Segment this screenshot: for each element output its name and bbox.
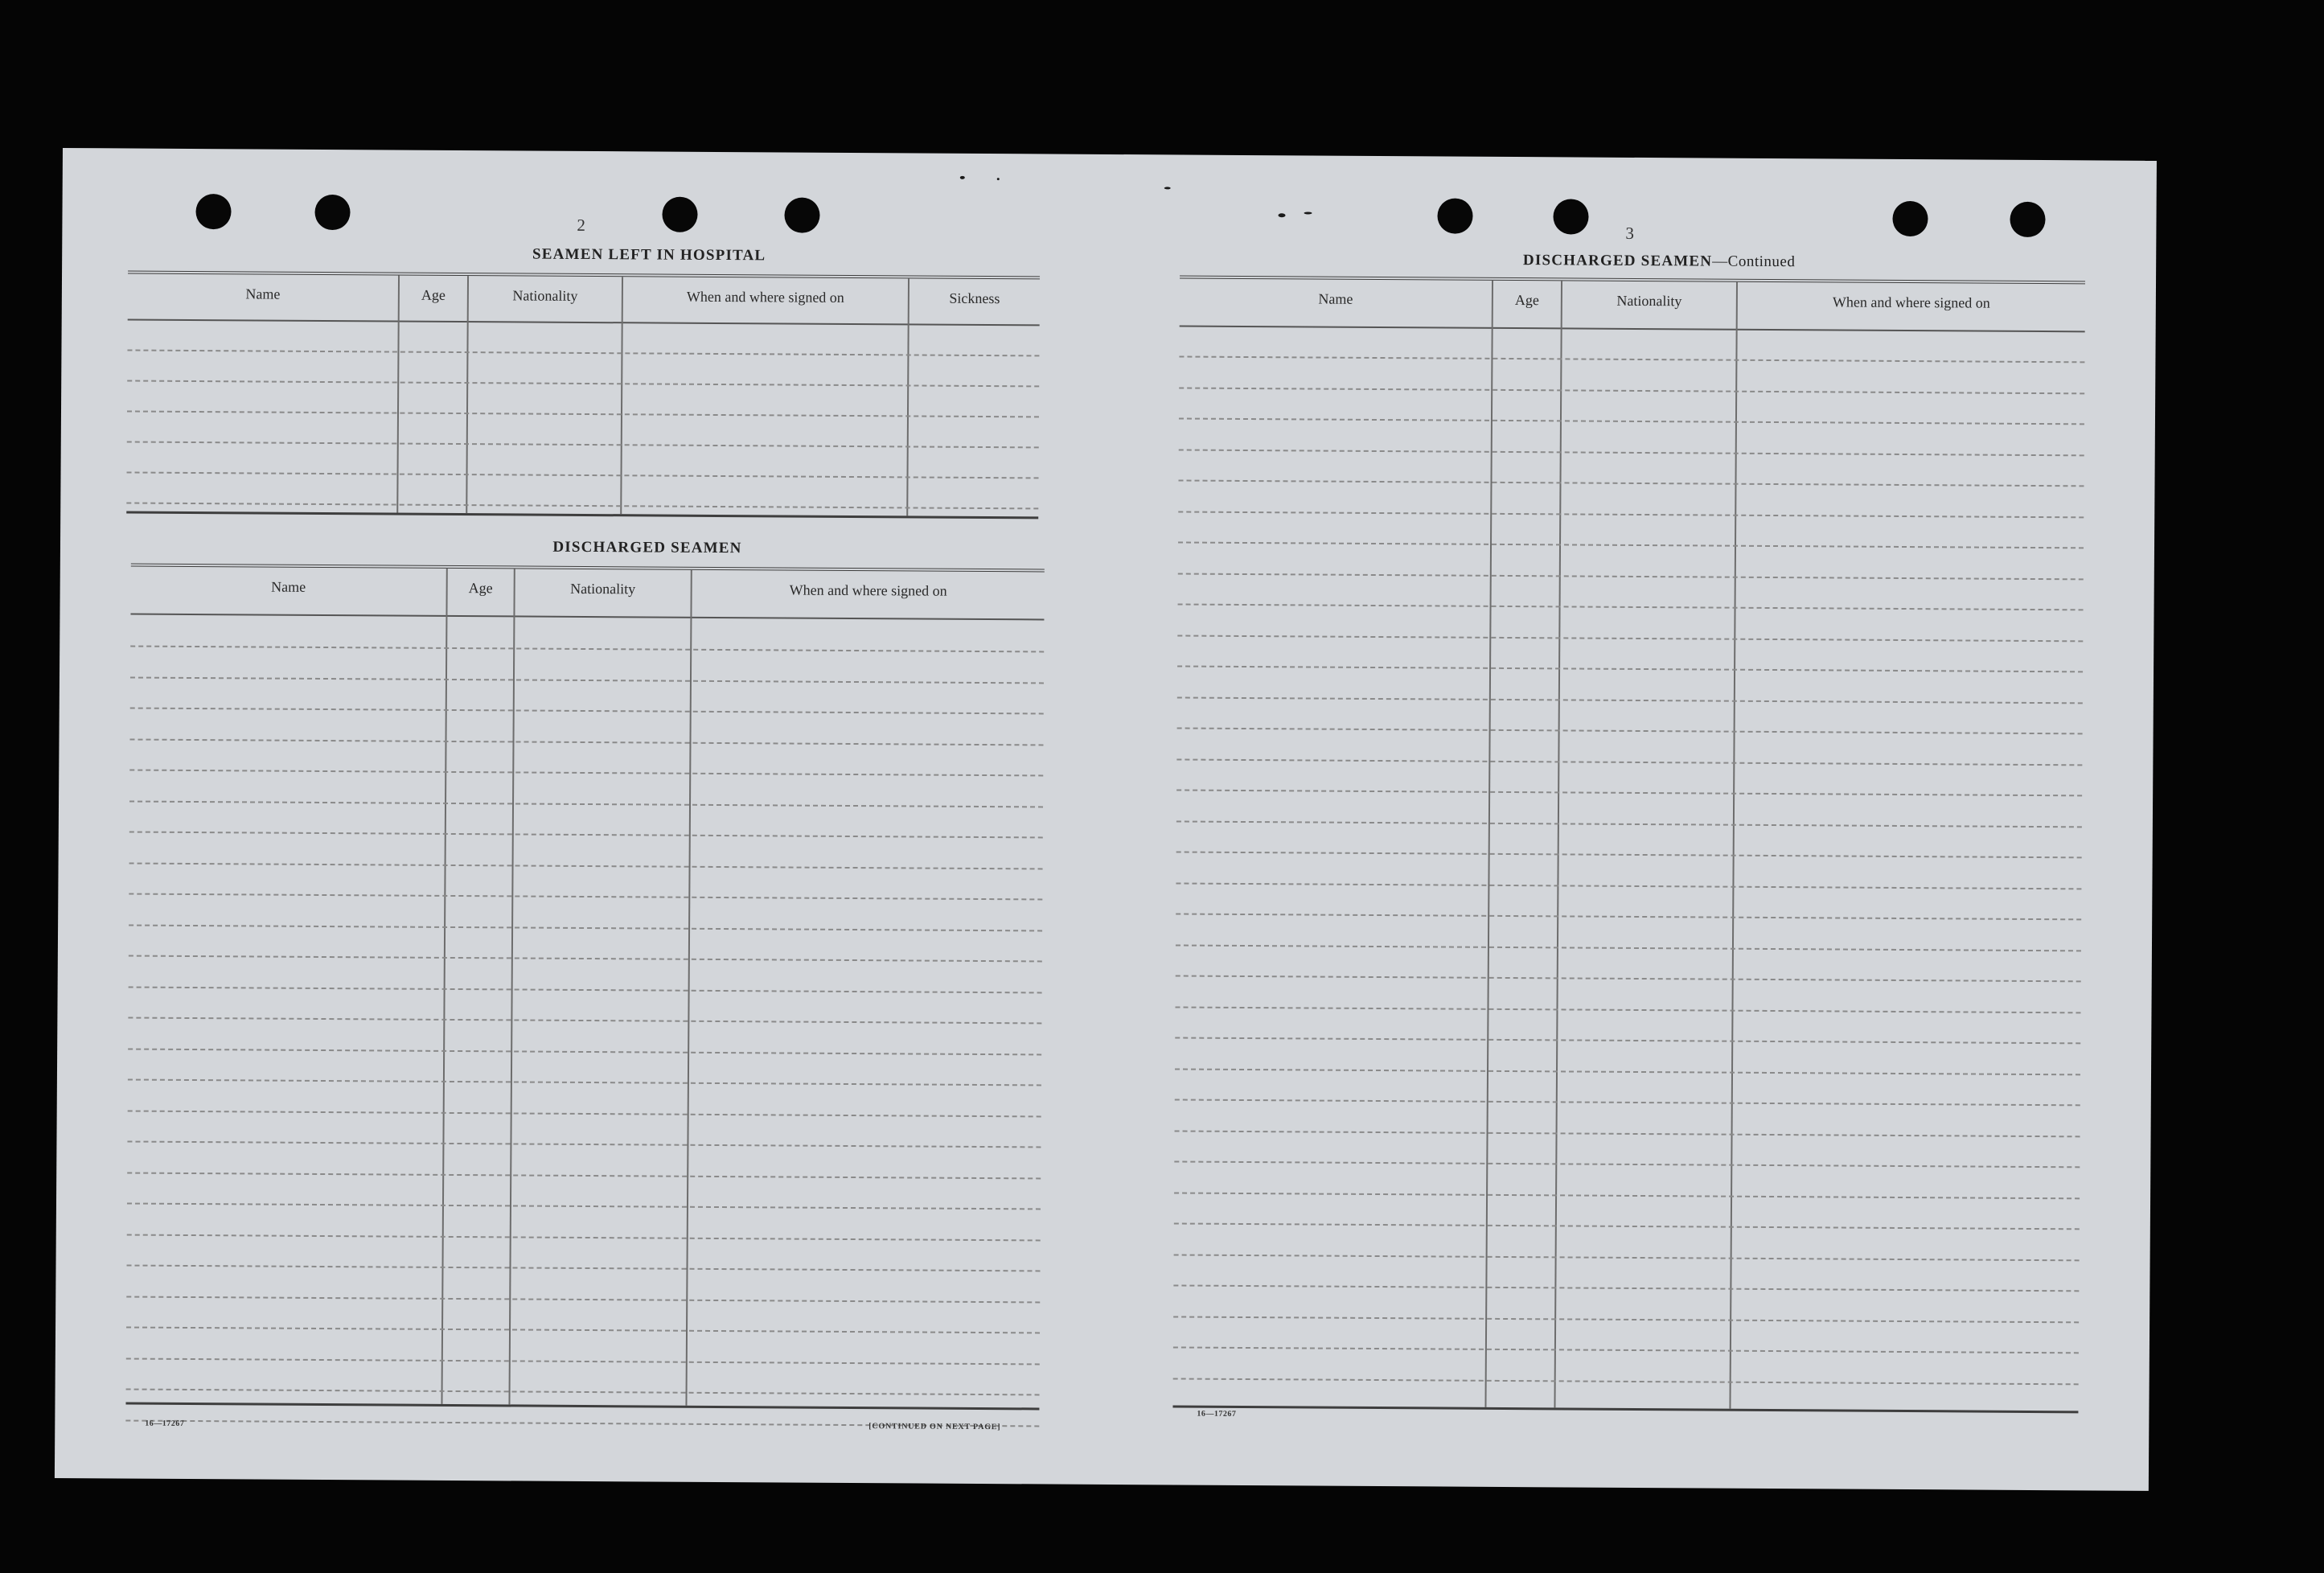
ink-speck [1164, 187, 1171, 189]
form-row [1176, 820, 2082, 828]
column-divider [1554, 281, 1562, 1407]
form-row [1179, 449, 2084, 456]
form-row [127, 1141, 1041, 1148]
discharged-continued-table [1172, 275, 2085, 1413]
form-row [126, 1296, 1040, 1303]
punch-hole [1437, 198, 1472, 233]
col-head-age: Age [468, 580, 493, 597]
punch-hole [314, 195, 350, 230]
column-divider [441, 569, 447, 1404]
form-code-left: 16—17267 [145, 1419, 185, 1428]
form-row [1178, 511, 2084, 518]
col-head-sickness: Sickness [949, 290, 1000, 307]
form-row [1176, 758, 2082, 766]
form-row [1175, 1006, 2080, 1013]
column-divider [906, 278, 909, 515]
discharged-table [125, 564, 1044, 1411]
form-row [128, 1048, 1041, 1055]
form-row [1175, 1068, 2080, 1075]
form-row [129, 770, 1043, 777]
form-row [126, 1357, 1040, 1365]
col-head-age: Age [1514, 292, 1539, 309]
form-row [129, 862, 1043, 869]
column-divider [1484, 281, 1493, 1407]
form-row [1173, 1316, 2079, 1323]
ink-speck [1304, 212, 1312, 214]
form-row [127, 1203, 1041, 1210]
form-row [127, 1172, 1041, 1179]
column-divider [685, 570, 692, 1406]
discharged-continued-title-main: DISCHARGED SEAMEN [1522, 252, 1713, 270]
discharged-table-header [130, 567, 1044, 621]
form-row [1178, 541, 2084, 548]
discharged-section-title: DISCHARGED SEAMEN [552, 538, 742, 557]
form-row [127, 1265, 1041, 1272]
form-row [126, 1327, 1040, 1334]
form-row [1175, 1130, 2080, 1137]
form-row [129, 893, 1042, 901]
form-row [1179, 355, 2084, 363]
form-row [1175, 1037, 2080, 1044]
form-row [129, 986, 1042, 993]
form-row [1176, 944, 2081, 951]
scanned-document [55, 148, 2157, 1491]
column-divider [1729, 282, 1738, 1409]
form-row [1177, 696, 2083, 704]
form-row [1174, 1192, 2080, 1199]
hospital-table [126, 270, 1040, 519]
form-row [1173, 1346, 2079, 1353]
col-head-signed-on: When and where signed on [789, 581, 947, 599]
form-row [130, 738, 1044, 745]
form-row [126, 1389, 1040, 1396]
form-row [1178, 573, 2084, 580]
form-row [1178, 479, 2084, 487]
form-row [127, 380, 1039, 387]
punch-hole [662, 197, 697, 232]
col-head-signed-on: When and where signed on [1832, 294, 1990, 311]
column-divider [508, 569, 515, 1404]
form-row [130, 708, 1044, 715]
form-row [127, 441, 1039, 448]
discharged-continued-title [1434, 251, 1884, 271]
form-row [127, 349, 1039, 356]
form-row [128, 1017, 1041, 1025]
form-row [1174, 1222, 2080, 1230]
page-number-left: 2 [577, 215, 585, 235]
ink-speck [997, 178, 1000, 180]
form-row [130, 646, 1044, 653]
ink-speck [960, 176, 965, 179]
form-row [1179, 417, 2084, 425]
form-row [128, 1110, 1041, 1117]
form-row [1176, 882, 2081, 889]
punch-hole [2010, 202, 2045, 237]
form-row [130, 676, 1044, 684]
form-row [1177, 665, 2083, 672]
form-row [1174, 1160, 2080, 1168]
form-row [1173, 1284, 2079, 1292]
ink-speck [1279, 213, 1286, 217]
form-row [1177, 635, 2083, 642]
punch-hole [1892, 201, 1928, 236]
form-row [127, 471, 1039, 478]
form-row [1173, 1378, 2079, 1385]
form-row [128, 1079, 1041, 1086]
col-head-name: Name [245, 285, 281, 302]
hospital-table-header [128, 273, 1040, 326]
form-row [129, 800, 1043, 807]
form-row [129, 924, 1042, 931]
form-row [129, 955, 1042, 963]
form-row [126, 502, 1038, 509]
form-row [1176, 851, 2082, 858]
form-row [127, 1234, 1041, 1241]
hospital-section-title: SEAMEN LEFT IN HOSPITAL [532, 245, 766, 265]
continued-suffix: —Continued [1712, 253, 1796, 271]
form-row [1179, 387, 2084, 394]
form-row [1176, 789, 2082, 796]
col-head-nationality: Nationality [570, 580, 636, 598]
col-head-age: Age [421, 286, 446, 303]
continued-note: [CONTINUED ON NEXT PAGE] [868, 1422, 1001, 1432]
col-head-signed-on: When and where signed on [686, 288, 844, 306]
form-row [1175, 1099, 2080, 1106]
column-divider [396, 276, 400, 513]
punch-hole [1553, 199, 1588, 234]
col-head-nationality: Nationality [512, 287, 578, 304]
discharged-continued-header [1180, 278, 2085, 332]
form-row [1177, 727, 2083, 734]
form-row [1178, 603, 2084, 610]
col-head-name: Name [1318, 290, 1353, 307]
form-row [127, 410, 1039, 417]
punch-hole [195, 194, 231, 229]
form-row [1174, 1254, 2080, 1261]
punch-hole [784, 197, 819, 232]
form-row [129, 832, 1043, 839]
column-divider [620, 277, 623, 514]
col-head-nationality: Nationality [1616, 292, 1682, 310]
form-code-right: 16—17267 [1197, 1409, 1237, 1419]
page-number-right: 3 [1625, 223, 1634, 243]
col-head-name: Name [271, 578, 306, 595]
column-divider [466, 276, 469, 513]
form-row [1176, 913, 2081, 920]
form-row [1176, 975, 2081, 982]
